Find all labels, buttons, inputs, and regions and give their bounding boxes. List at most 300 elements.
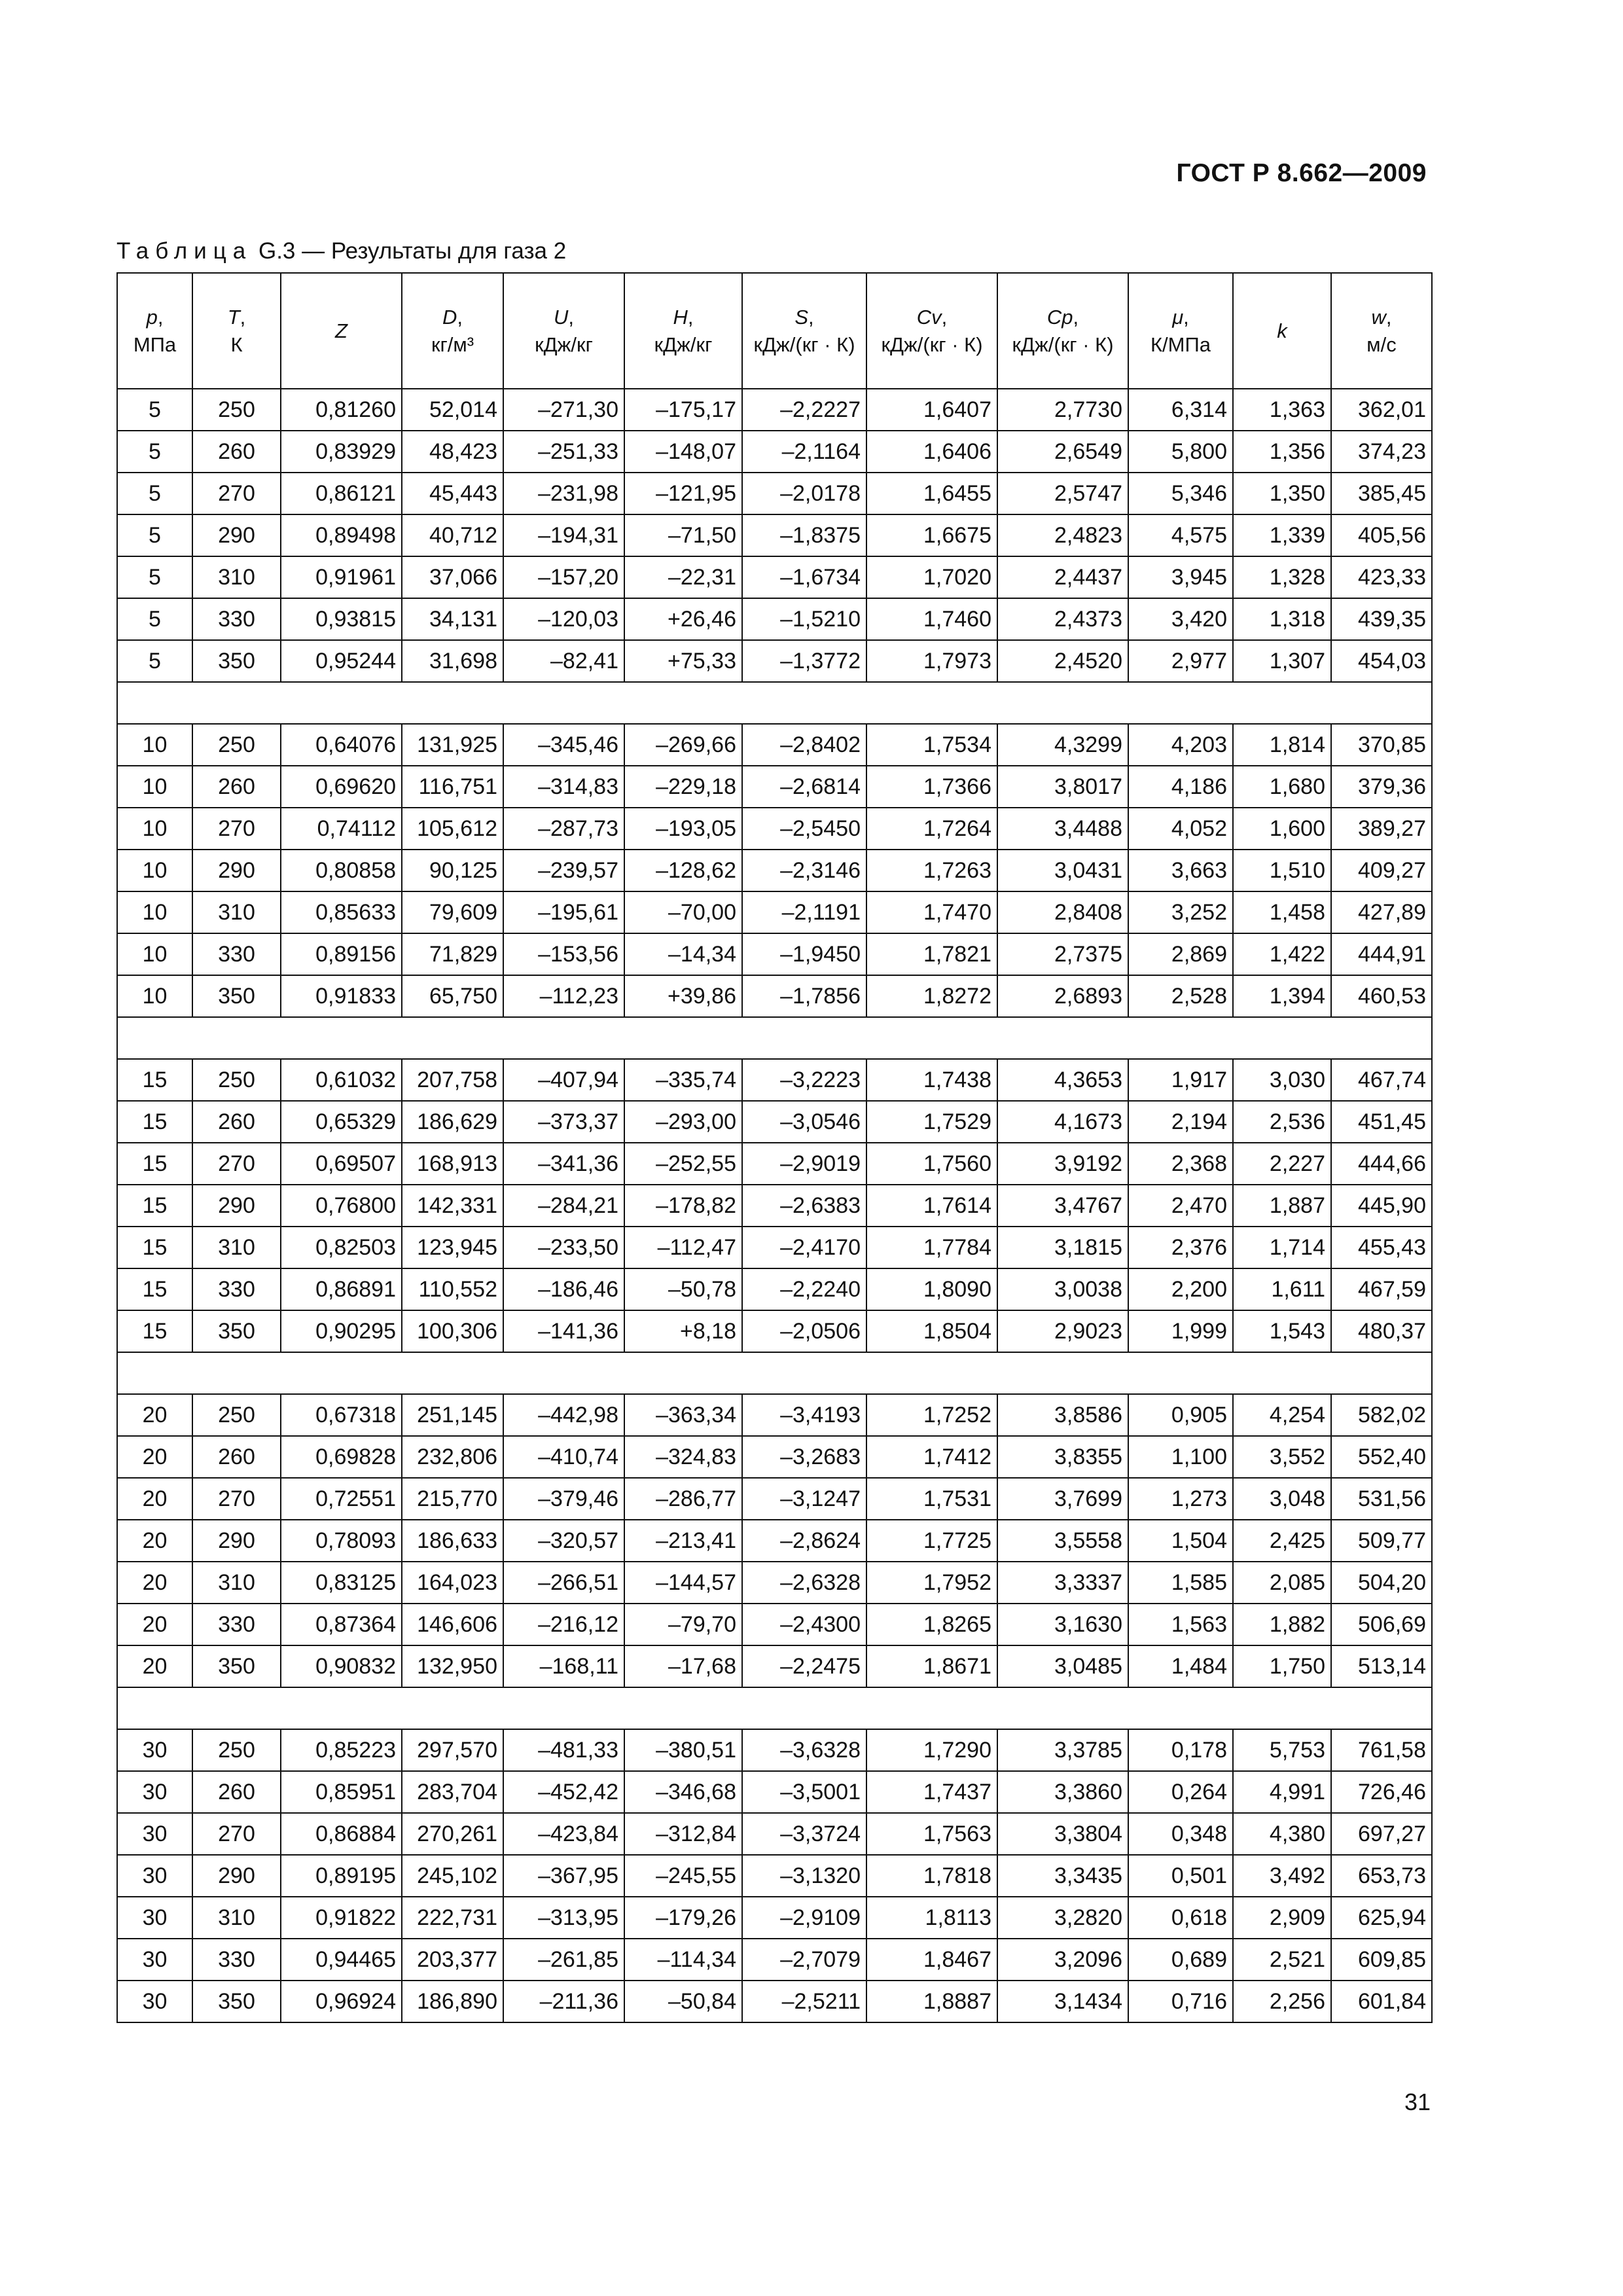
table-cell: 1,356 <box>1233 431 1331 473</box>
table-cell: 2,200 <box>1128 1268 1233 1310</box>
table-cell: 215,770 <box>402 1478 503 1520</box>
table-row <box>117 1310 1432 1352</box>
table-cell: 1,8671 <box>866 1645 997 1687</box>
table-cell: –287,73 <box>503 808 624 850</box>
table-cell: 5 <box>117 556 192 598</box>
table-cell: 0,905 <box>1128 1394 1233 1436</box>
table-cell: –194,31 <box>503 514 624 556</box>
column-unit: МПа <box>133 332 177 356</box>
table-cell: 1,394 <box>1233 975 1331 1017</box>
table-cell: 0,64076 <box>281 724 402 766</box>
table-cell: –2,4170 <box>742 1227 866 1268</box>
table-caption-number: G.3 <box>258 238 296 264</box>
table-cell: 460,53 <box>1331 975 1432 1017</box>
table-cell: 2,4520 <box>997 640 1128 682</box>
table-cell: 330 <box>192 598 281 640</box>
table-cell: 444,66 <box>1331 1143 1432 1185</box>
table-cell: 0,69828 <box>281 1436 402 1478</box>
table-cell: 0,69507 <box>281 1143 402 1185</box>
table-row <box>117 1268 1432 1310</box>
table-cell: 350 <box>192 975 281 1017</box>
table-cell: 0,91961 <box>281 556 402 598</box>
table-cell: –2,1164 <box>742 431 866 473</box>
table-cell: 2,528 <box>1128 975 1233 1017</box>
table-cell: 2,521 <box>1233 1939 1331 1981</box>
table-cell: 1,7725 <box>866 1520 997 1562</box>
table-row <box>117 1059 1432 1101</box>
column-symbol: H <box>673 305 688 329</box>
table-cell: 2,977 <box>1128 640 1233 682</box>
table-row <box>117 891 1432 933</box>
table-cell: 552,40 <box>1331 1436 1432 1478</box>
table-cell: 20 <box>117 1562 192 1604</box>
table-cell: –2,8624 <box>742 1520 866 1562</box>
column-unit: кДж/кг <box>535 332 593 356</box>
table-cell: 270 <box>192 1478 281 1520</box>
table-cell: 330 <box>192 1604 281 1645</box>
table-cell: 3,492 <box>1233 1855 1331 1897</box>
table-cell: 3,0485 <box>997 1645 1128 1687</box>
table-cell: 1,7366 <box>866 766 997 808</box>
table-cell: 1,7531 <box>866 1478 997 1520</box>
table-cell: 385,45 <box>1331 473 1432 514</box>
table-cell: 250 <box>192 724 281 766</box>
table-cell: 4,3653 <box>997 1059 1128 1101</box>
table-row <box>117 724 1432 766</box>
table-cell: 2,085 <box>1233 1562 1331 1604</box>
table-cell: –17,68 <box>624 1645 742 1687</box>
table-cell: 142,331 <box>402 1185 503 1227</box>
table-cell: 582,02 <box>1331 1394 1432 1436</box>
table-cell: 0,95244 <box>281 640 402 682</box>
table-cell: 2,470 <box>1128 1185 1233 1227</box>
table-cell: –186,46 <box>503 1268 624 1310</box>
table-cell: –320,57 <box>503 1520 624 1562</box>
table-cell: –313,95 <box>503 1897 624 1939</box>
column-symbol: D <box>442 305 457 329</box>
table-cell: 1,7821 <box>866 933 997 975</box>
table-cell: –2,9109 <box>742 1897 866 1939</box>
table-cell: –293,00 <box>624 1101 742 1143</box>
table-cell: 3,420 <box>1128 598 1233 640</box>
table-cell: –216,12 <box>503 1604 624 1645</box>
column-header-11: w, м/с <box>1331 273 1432 389</box>
table-cell: 2,425 <box>1233 1520 1331 1562</box>
table-cell: –3,0546 <box>742 1101 866 1143</box>
table-cell: 1,7020 <box>866 556 997 598</box>
table-header-row <box>117 273 1432 389</box>
table-cell: –341,36 <box>503 1143 624 1185</box>
table-cell: 509,77 <box>1331 1520 1432 1562</box>
table-cell: 110,552 <box>402 1268 503 1310</box>
table-cell: 186,629 <box>402 1101 503 1143</box>
table-cell: +8,18 <box>624 1310 742 1352</box>
table-cell: 2,6549 <box>997 431 1128 473</box>
table-cell: 1,7563 <box>866 1813 997 1855</box>
table-cell: 310 <box>192 556 281 598</box>
table-cell: 0,80858 <box>281 850 402 891</box>
table-row <box>117 1185 1432 1227</box>
table-cell: –1,6734 <box>742 556 866 598</box>
table-cell: 454,03 <box>1331 640 1432 682</box>
column-symbol: T <box>227 305 240 329</box>
table-cell: –407,94 <box>503 1059 624 1101</box>
table-cell: 1,504 <box>1128 1520 1233 1562</box>
table-cell: +75,33 <box>624 640 742 682</box>
table-cell: 15 <box>117 1101 192 1143</box>
table-cell: –284,21 <box>503 1185 624 1227</box>
table-cell: –148,07 <box>624 431 742 473</box>
table-cell: 260 <box>192 1771 281 1813</box>
table-cell: –312,84 <box>624 1813 742 1855</box>
table-cell: 30 <box>117 1813 192 1855</box>
table-cell: –452,42 <box>503 1771 624 1813</box>
table-cell: 4,052 <box>1128 808 1233 850</box>
table-cell: 423,33 <box>1331 556 1432 598</box>
table-cell: 1,750 <box>1233 1645 1331 1687</box>
table-cell: 4,380 <box>1233 1813 1331 1855</box>
table-cell: 1,7290 <box>866 1729 997 1771</box>
group-separator-row <box>117 1687 1432 1729</box>
table-cell: 1,8265 <box>866 1604 997 1645</box>
table-cell: 3,552 <box>1233 1436 1331 1478</box>
table-cell: 2,256 <box>1233 1981 1331 2022</box>
table-cell: 3,3785 <box>997 1729 1128 1771</box>
table-cell: 79,609 <box>402 891 503 933</box>
table-cell: 0,81260 <box>281 389 402 431</box>
column-header-1: T, К <box>192 273 281 389</box>
table-cell: 2,869 <box>1128 933 1233 975</box>
page-number: 31 <box>1404 2089 1431 2115</box>
table-cell: 3,2820 <box>997 1897 1128 1939</box>
table-cell: 105,612 <box>402 808 503 850</box>
table-cell: 3,7699 <box>997 1478 1128 1520</box>
table-cell: 146,606 <box>402 1604 503 1645</box>
table-cell: –3,5001 <box>742 1771 866 1813</box>
table-cell: 310 <box>192 891 281 933</box>
column-symbol: S <box>794 305 809 329</box>
table-cell: –3,4193 <box>742 1394 866 1436</box>
table-cell: 0,61032 <box>281 1059 402 1101</box>
column-header-4: U, кДж/кг <box>503 273 624 389</box>
table-cell: 3,3435 <box>997 1855 1128 1897</box>
table-cell: 374,23 <box>1331 431 1432 473</box>
table-cell: 1,318 <box>1233 598 1331 640</box>
table-cell: 1,7264 <box>866 808 997 850</box>
table-cell: 531,56 <box>1331 1478 1432 1520</box>
table-cell: 0,96924 <box>281 1981 402 2022</box>
table-cell: 0,178 <box>1128 1729 1233 1771</box>
table-cell: 203,377 <box>402 1939 503 1981</box>
table-cell: 270 <box>192 1813 281 1855</box>
table-cell: –324,83 <box>624 1436 742 1478</box>
table-cell: –271,30 <box>503 389 624 431</box>
table-cell: 15 <box>117 1310 192 1352</box>
table-cell: 30 <box>117 1897 192 1939</box>
table-cell: 283,704 <box>402 1771 503 1813</box>
table-row <box>117 1604 1432 1645</box>
separator-cell <box>117 1017 1432 1059</box>
column-unit: К <box>230 332 243 356</box>
table-cell: –1,5210 <box>742 598 866 640</box>
table-cell: 1,7412 <box>866 1436 997 1478</box>
table-cell: –2,5450 <box>742 808 866 850</box>
table-cell: 609,85 <box>1331 1939 1432 1981</box>
table-cell: 467,74 <box>1331 1059 1432 1101</box>
table-cell: 3,2096 <box>997 1939 1128 1981</box>
separator-cell <box>117 682 1432 724</box>
table-cell: 232,806 <box>402 1436 503 1478</box>
table-cell: 48,423 <box>402 431 503 473</box>
table-cell: 260 <box>192 431 281 473</box>
table-cell: 2,909 <box>1233 1897 1331 1939</box>
table-cell: 3,3337 <box>997 1562 1128 1604</box>
table-cell: 1,563 <box>1128 1604 1233 1645</box>
table-cell: 3,8017 <box>997 766 1128 808</box>
table-row <box>117 1143 1432 1185</box>
table-cell: –410,74 <box>503 1436 624 1478</box>
column-symbol: μ <box>1172 305 1184 329</box>
table-cell: –442,98 <box>503 1394 624 1436</box>
table-cell: –178,82 <box>624 1185 742 1227</box>
table-cell: –2,2240 <box>742 1268 866 1310</box>
column-unit: кг/м³ <box>431 332 474 356</box>
table-cell: –22,31 <box>624 556 742 598</box>
table-cell: 30 <box>117 1855 192 1897</box>
table-cell: 2,368 <box>1128 1143 1233 1185</box>
column-header-10 <box>1233 273 1331 389</box>
table-row <box>117 1855 1432 1897</box>
table-cell: 1,887 <box>1233 1185 1331 1227</box>
table-cell: 15 <box>117 1227 192 1268</box>
table-cell: 405,56 <box>1331 514 1432 556</box>
table-cell: 290 <box>192 1520 281 1562</box>
table-cell: 123,945 <box>402 1227 503 1268</box>
table-caption-label: Таблица <box>116 238 253 264</box>
table-cell: –345,46 <box>503 724 624 766</box>
table-cell: 5 <box>117 431 192 473</box>
table-cell: –213,41 <box>624 1520 742 1562</box>
table-cell: 2,4437 <box>997 556 1128 598</box>
table-cell: 3,5558 <box>997 1520 1128 1562</box>
table-row <box>117 1813 1432 1855</box>
table-cell: 40,712 <box>402 514 503 556</box>
table-cell: 15 <box>117 1268 192 1310</box>
table-cell: 0,264 <box>1128 1771 1233 1813</box>
table-cell: 250 <box>192 1059 281 1101</box>
table-cell: 1,510 <box>1233 850 1331 891</box>
table-cell: 0,83929 <box>281 431 402 473</box>
table-cell: 2,7730 <box>997 389 1128 431</box>
table-body <box>117 389 1432 2022</box>
table-cell: 1,7784 <box>866 1227 997 1268</box>
table-cell: 330 <box>192 933 281 975</box>
table-cell: –3,2683 <box>742 1436 866 1478</box>
table-cell: 245,102 <box>402 1855 503 1897</box>
table-cell: 20 <box>117 1520 192 1562</box>
table-cell: –423,84 <box>503 1813 624 1855</box>
table-cell: 6,314 <box>1128 389 1233 431</box>
table-cell: 310 <box>192 1227 281 1268</box>
table-row <box>117 1394 1432 1436</box>
table-cell: –121,95 <box>624 473 742 514</box>
table-cell: 0,89156 <box>281 933 402 975</box>
column-header-8: Cp, кДж/(кг · К) <box>997 273 1128 389</box>
table-cell: 3,1815 <box>997 1227 1128 1268</box>
table-cell: 0,93815 <box>281 598 402 640</box>
table-cell: 10 <box>117 891 192 933</box>
table-cell: 65,750 <box>402 975 503 1017</box>
table-cell: 10 <box>117 933 192 975</box>
table-cell: 15 <box>117 1059 192 1101</box>
table-cell: 116,751 <box>402 766 503 808</box>
table-cell: 10 <box>117 766 192 808</box>
table-cell: 0,83125 <box>281 1562 402 1604</box>
table-cell: 10 <box>117 808 192 850</box>
table-cell: 0,85223 <box>281 1729 402 1771</box>
table-cell: 506,69 <box>1331 1604 1432 1645</box>
table-cell: –112,47 <box>624 1227 742 1268</box>
table-cell: 164,023 <box>402 1562 503 1604</box>
table-cell: 1,307 <box>1233 640 1331 682</box>
table-cell: –114,34 <box>624 1939 742 1981</box>
table-cell: 5 <box>117 473 192 514</box>
table-cell: 20 <box>117 1478 192 1520</box>
table-cell: 1,8887 <box>866 1981 997 2022</box>
table-cell: 0,716 <box>1128 1981 1233 2022</box>
table-cell: 513,14 <box>1331 1645 1432 1687</box>
table-cell: 5,753 <box>1233 1729 1331 1771</box>
table-cell: –2,4300 <box>742 1604 866 1645</box>
table-cell: 330 <box>192 1939 281 1981</box>
table-cell: –79,70 <box>624 1604 742 1645</box>
table-cell: 3,663 <box>1128 850 1233 891</box>
table-cell: 455,43 <box>1331 1227 1432 1268</box>
table-cell: 0,87364 <box>281 1604 402 1645</box>
table-cell: 625,94 <box>1331 1897 1432 1939</box>
table-row <box>117 1771 1432 1813</box>
document-code: ГОСТ Р 8.662—2009 <box>1176 159 1427 187</box>
column-symbol: Z <box>335 319 348 342</box>
table-cell: –2,3146 <box>742 850 866 891</box>
table-cell: 90,125 <box>402 850 503 891</box>
table-cell: –3,1320 <box>742 1855 866 1897</box>
table-cell: 1,917 <box>1128 1059 1233 1101</box>
table-cell: 100,306 <box>402 1310 503 1352</box>
table-cell: 3,9192 <box>997 1143 1128 1185</box>
table-cell: 1,814 <box>1233 724 1331 766</box>
table-cell: 3,8355 <box>997 1436 1128 1478</box>
table-cell: 4,254 <box>1233 1394 1331 1436</box>
table-row <box>117 850 1432 891</box>
table-cell: 504,20 <box>1331 1562 1432 1604</box>
table-cell: 389,27 <box>1331 808 1432 850</box>
table-row <box>117 1562 1432 1604</box>
table-cell: 3,4767 <box>997 1185 1128 1227</box>
table-cell: 1,7470 <box>866 891 997 933</box>
table-cell: –1,9450 <box>742 933 866 975</box>
table-cell: 3,1630 <box>997 1604 1128 1645</box>
table-cell: 251,145 <box>402 1394 503 1436</box>
table-cell: 0,76800 <box>281 1185 402 1227</box>
table-cell: 379,36 <box>1331 766 1432 808</box>
table-cell: 0,78093 <box>281 1520 402 1562</box>
table-cell: 370,85 <box>1331 724 1432 766</box>
table-row <box>117 1227 1432 1268</box>
table-row <box>117 598 1432 640</box>
table-cell: 0,89498 <box>281 514 402 556</box>
table-cell: 222,731 <box>402 1897 503 1939</box>
table-cell: 310 <box>192 1897 281 1939</box>
table-cell: 250 <box>192 1729 281 1771</box>
table-cell: 3,252 <box>1128 891 1233 933</box>
table-cell: 10 <box>117 975 192 1017</box>
table-row <box>117 1981 1432 2022</box>
table-cell: –120,03 <box>503 598 624 640</box>
table-cell: 260 <box>192 766 281 808</box>
table-cell: 3,945 <box>1128 556 1233 598</box>
table-cell: –3,1247 <box>742 1478 866 1520</box>
table-cell: 0,86891 <box>281 1268 402 1310</box>
table-cell: 2,4823 <box>997 514 1128 556</box>
table-cell: 0,689 <box>1128 1939 1233 1981</box>
table-cell: –3,3724 <box>742 1813 866 1855</box>
column-symbol: Cp <box>1046 305 1073 329</box>
table-cell: 0,65329 <box>281 1101 402 1143</box>
table-cell: 5 <box>117 389 192 431</box>
column-symbol: Cv <box>916 305 942 329</box>
table-cell: –2,6328 <box>742 1562 866 1604</box>
table-cell: 427,89 <box>1331 891 1432 933</box>
table-cell: 5 <box>117 640 192 682</box>
table-cell: 3,0431 <box>997 850 1128 891</box>
table-cell: –1,3772 <box>742 640 866 682</box>
table-cell: 37,066 <box>402 556 503 598</box>
separator-cell <box>117 1687 1432 1729</box>
table-row <box>117 933 1432 975</box>
table-cell: 1,680 <box>1233 766 1331 808</box>
table-cell: 260 <box>192 1436 281 1478</box>
table-cell: 2,4373 <box>997 598 1128 640</box>
table-row <box>117 975 1432 1017</box>
table-cell: 30 <box>117 1771 192 1813</box>
table-cell: 4,3299 <box>997 724 1128 766</box>
table-cell: 260 <box>192 1101 281 1143</box>
table-cell: 0,90832 <box>281 1645 402 1687</box>
table-cell: 2,227 <box>1233 1143 1331 1185</box>
table-row <box>117 514 1432 556</box>
table-cell: 330 <box>192 1268 281 1310</box>
table-row <box>117 431 1432 473</box>
table-cell: 4,186 <box>1128 766 1233 808</box>
table-cell: 1,8090 <box>866 1268 997 1310</box>
table-cell: –2,6814 <box>742 766 866 808</box>
table-cell: –128,62 <box>624 850 742 891</box>
column-symbol: p <box>146 305 158 329</box>
table-cell: 186,890 <box>402 1981 503 2022</box>
table-cell: 5 <box>117 514 192 556</box>
table-cell: –314,83 <box>503 766 624 808</box>
table-cell: 1,714 <box>1233 1227 1331 1268</box>
table-cell: –2,9019 <box>742 1143 866 1185</box>
table-cell: 2,5747 <box>997 473 1128 514</box>
table-cell: 34,131 <box>402 598 503 640</box>
column-unit: кДж/кг <box>654 332 713 356</box>
table-cell: –141,36 <box>503 1310 624 1352</box>
table-cell: –261,85 <box>503 1939 624 1981</box>
column-symbol: k <box>1277 319 1287 342</box>
table-cell: 3,048 <box>1233 1478 1331 1520</box>
